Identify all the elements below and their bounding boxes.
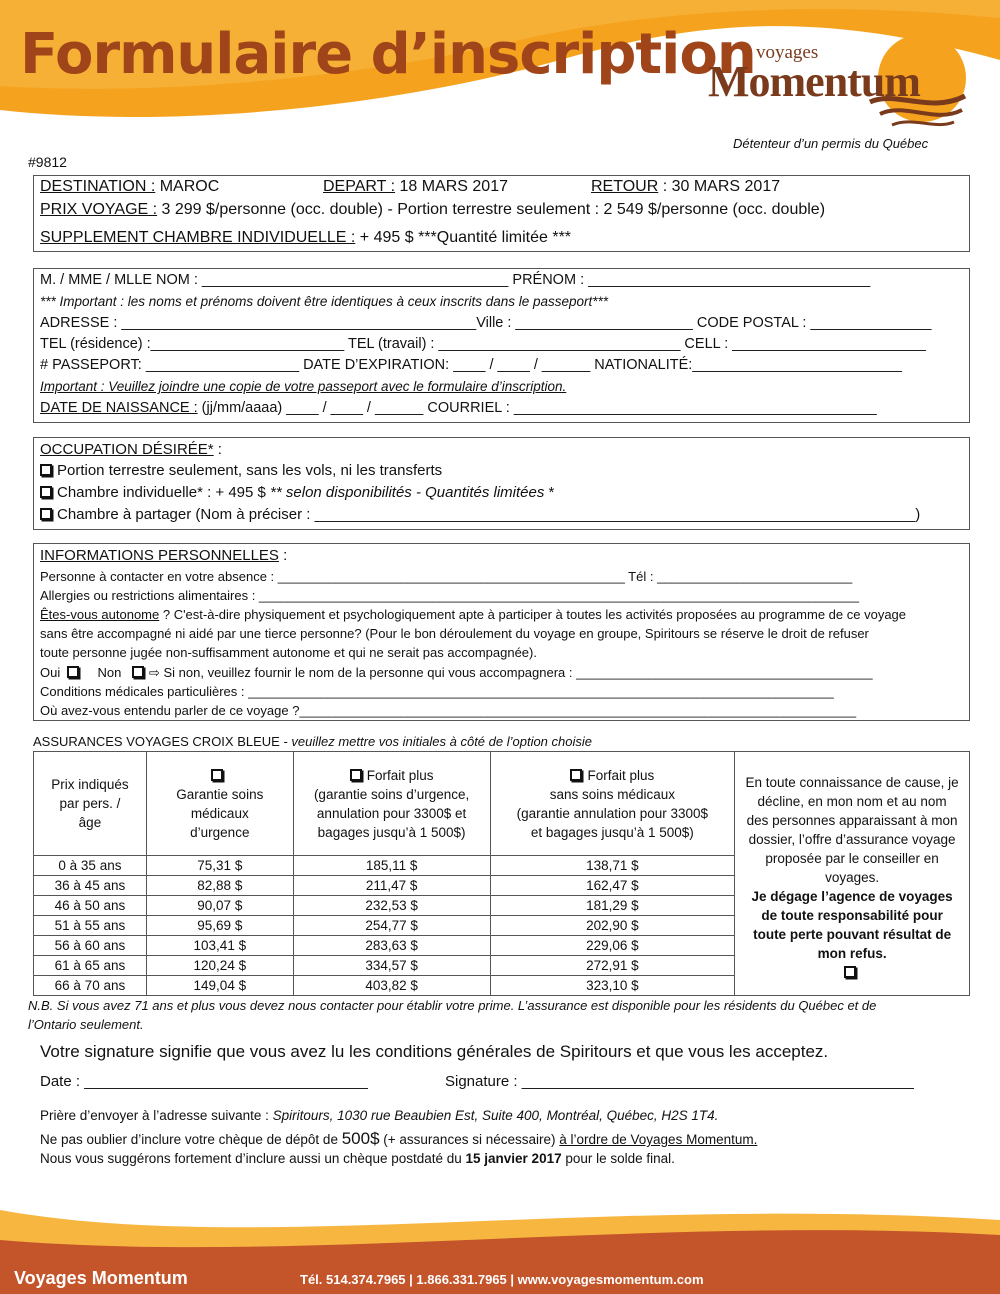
arrow-right-icon: ⇨ xyxy=(148,665,160,680)
forfait-plus-price-cell: 185,11 $ xyxy=(293,856,490,876)
cheque-text: Ne pas oublier d’inclure votre chèque de dépôt de xyxy=(40,1132,342,1147)
date-label: Date xyxy=(40,1073,72,1090)
signature-statement: Votre signature signifie que vous avez lu les conditions générales de Spiritours et que vous les acceptez. xyxy=(40,1042,829,1061)
emergency-price-cell: 120,24 $ xyxy=(146,956,293,976)
decline-insurance-cell xyxy=(735,752,970,996)
forfait-no-medical-price-cell: 229,06 $ xyxy=(490,936,735,956)
insurance-heading xyxy=(33,734,592,749)
retour-row xyxy=(591,178,780,196)
retour-value: : 30 MARS 2017 xyxy=(658,178,781,195)
destination-label: DESTINATION : xyxy=(40,178,156,195)
emergency-price-cell: 95,69 $ xyxy=(146,916,293,936)
address-fields[interactable]: ADRESSE : ____________________________________________Ville : ______________________ CODE POSTAL : _______________ xyxy=(40,315,932,331)
forfait-plus-checkbox-icon[interactable] xyxy=(350,769,362,781)
forfait-plus-line: bagages jusqu’à 1 500$) xyxy=(317,824,466,840)
occupation-label: OCCUPATION DÉSIRÉE* xyxy=(40,441,214,458)
depart-row xyxy=(323,178,508,196)
postdated-row xyxy=(40,1151,675,1166)
personal-colon: : xyxy=(278,547,288,564)
depart-value: 18 MARS 2017 xyxy=(395,178,508,195)
option-single-room-label: Chambre individuelle* : + 495 $ xyxy=(57,484,271,501)
emergency-price-cell: 75,31 $ xyxy=(146,856,293,876)
companion-field[interactable]: Si non, veuillez fournir le nom de la personne qui vous accompagnera : _________________________________________ xyxy=(159,665,873,680)
forfait-plus-line: annulation pour 3300$ et xyxy=(316,805,467,821)
non-checkbox-icon[interactable] xyxy=(132,666,144,678)
option-shared-room-label[interactable]: Chambre à partager (Nom à préciser : ________________________________________________________________________) xyxy=(57,506,921,523)
option-land-only-label: Portion terrestre seulement, sans les vols, ni les transferts xyxy=(57,462,443,479)
dob-email-fields[interactable]: (jj/mm/aaaa) ____ / ____ / ______ COURRIEL : _____________________________________________ xyxy=(197,400,877,416)
nb-note-1: N.B. Si vous avez 71 ans et plus vous devez nous contacter pour établir votre prime. L’assurance est disponible pour les résidents du Québec et de xyxy=(28,998,877,1013)
permit-note: Détenteur d’un permis du Québec xyxy=(733,136,929,151)
oui-checkbox-icon[interactable] xyxy=(67,666,79,678)
form-title: Formulaire d’inscription xyxy=(20,22,756,87)
forfait-no-medical-price-cell: 138,71 $ xyxy=(490,856,735,876)
age-cell: 66 à 70 ans xyxy=(34,976,147,996)
postdated-date: 15 janvier 2017 xyxy=(465,1151,562,1166)
retour-label: RETOUR xyxy=(591,178,659,195)
option-single-room-star: * xyxy=(544,484,555,501)
forfait-no-medical-price-cell: 202,90 $ xyxy=(490,916,735,936)
forfait-plus-column-header xyxy=(293,752,490,856)
depart-label: DEPART : xyxy=(323,178,396,195)
date-line[interactable]: : __________________________________ xyxy=(71,1073,368,1090)
price-label: PRIX VOYAGE : xyxy=(40,201,158,218)
footer-contact[interactable]: Tél. 514.374.7965 | 1.866.331.7965 | www.voyagesmomentum.com xyxy=(300,1272,704,1287)
age-cell: 61 à 65 ans xyxy=(34,956,147,976)
forfait-plus-price-cell: 334,57 $ xyxy=(293,956,490,976)
forfait-no-medical-checkbox-icon[interactable] xyxy=(570,769,582,781)
option-land-only[interactable] xyxy=(40,462,442,479)
price-value: 3 299 $/personne (occ. double) - Portion terrestre seulement : 2 549 $/personne (occ. double) xyxy=(157,201,826,218)
age-header-line: Prix indiqués xyxy=(51,777,129,792)
destination-value: MAROC xyxy=(155,178,220,195)
age-cell: 56 à 60 ans xyxy=(34,936,147,956)
forfait-no-medical-price-cell: 323,10 $ xyxy=(490,976,735,996)
deposit-amount: 500$ xyxy=(341,1129,380,1148)
emergency-price-cell: 149,04 $ xyxy=(146,976,293,996)
dob-label: DATE DE NAISSANCE : xyxy=(40,400,198,416)
emergency-price-cell: 82,88 $ xyxy=(146,876,293,896)
supplement-row xyxy=(40,229,571,247)
phone-fields[interactable]: TEL (résidence) :________________________ TEL (travail) : ______________________________ CELL : ________________________ xyxy=(40,336,926,352)
brand-logo xyxy=(700,30,980,130)
forfait-no-medical-column-header xyxy=(490,752,735,856)
autonomy-text-1: ? C'est-à-dire physiquement et psychologiquement apte à participer à toutes les activités proposées au programme de ce voyage xyxy=(159,607,907,622)
nb-note-2: l’Ontario seulement. xyxy=(28,1017,144,1032)
checkbox-icon[interactable] xyxy=(40,508,52,520)
autonomy-text-3: toute personne jugée non-suffisamment autonome et qui ne serait pas accompagnée). xyxy=(40,645,537,660)
emergency-header-line: d’urgence xyxy=(190,824,250,840)
supplement-label: SUPPLEMENT CHAMBRE INDIVIDUELLE : xyxy=(40,229,356,246)
logo-momentum-text: Momentum xyxy=(708,57,920,106)
age-cell: 36 à 45 ans xyxy=(34,876,147,896)
forfait-no-medical-price-cell: 181,29 $ xyxy=(490,896,735,916)
non-label: Non xyxy=(97,665,122,680)
send-colon: : xyxy=(261,1108,273,1123)
emergency-header-line: médicaux xyxy=(190,805,249,821)
footer-brand: Voyages Momentum xyxy=(14,1268,188,1288)
forfait-plus-price-cell: 232,53 $ xyxy=(293,896,490,916)
passport-name-note: *** Important : les noms et prénoms doivent être identiques à ceux inscrits dans le passeport*** xyxy=(40,294,609,309)
personal-label: INFORMATIONS PERSONNELLES xyxy=(40,547,279,564)
heard-about-field[interactable]: Où avez-vous entendu parler de ce voyage ?_____________________________________________________________________________ xyxy=(40,703,857,718)
emergency-contact-field[interactable]: Personne à contacter en votre absence : ________________________________________________ Tél : ___________________________ xyxy=(40,569,853,584)
forfait-plus-line: (garantie soins d’urgence, xyxy=(313,786,470,802)
autonomy-question xyxy=(40,607,906,622)
age-header-line: par pers. / xyxy=(59,796,121,811)
option-shared-room[interactable] xyxy=(40,506,920,523)
oui-label: Oui xyxy=(40,665,61,680)
mail-address: Spiritours, 1030 rue Beaubien Est, Suite 400, Montréal, Québec, H2S 1T4. xyxy=(272,1108,719,1123)
personal-heading xyxy=(40,547,287,564)
postdated-text-2: pour le solde final. xyxy=(561,1151,675,1166)
age-cell: 46 à 50 ans xyxy=(34,896,147,916)
passport-copy-note: Important : Veuillez joindre une copie de votre passeport avec le formulaire d’inscription. xyxy=(40,379,567,394)
forfait-plus-price-cell: 254,77 $ xyxy=(293,916,490,936)
postdated-text: Nous vous suggérons fortement d’inclure aussi un chèque postdaté du xyxy=(40,1151,466,1166)
forfait-no-medical-line: sans soins médicaux xyxy=(549,786,675,802)
age-column-header xyxy=(34,752,147,856)
send-label: Prière d’envoyer à l’adresse suivante xyxy=(40,1108,262,1123)
forfait-no-medical-title: Forfait plus xyxy=(587,767,655,783)
checkbox-icon[interactable] xyxy=(40,464,52,476)
decline-text: En toute connaissance de cause, je décline, en mon nom et au nom des personnes apparaissant à mon dossier, l’offre d’assurance voyage proposée par le conseiller en voyages. xyxy=(745,775,959,885)
forfait-no-medical-price-cell: 162,47 $ xyxy=(490,876,735,896)
decline-bold-text: Je dégage l’agence de voyages de toute responsabilité pour toute perte pouvant résultat de mon refus. xyxy=(751,889,953,961)
dob-email-row[interactable] xyxy=(40,400,877,416)
insurance-table xyxy=(33,751,970,996)
forfait-plus-title: Forfait plus xyxy=(366,767,434,783)
autonomy-answer-row[interactable] xyxy=(40,665,873,681)
autonomy-text-2: sans être accompagné ni aidé par une tierce personne? (Pour le bon déroulement du voyage en groupe, Spiritours se réserve le droit de refuser xyxy=(40,626,869,641)
signature-line[interactable]: : _______________________________________________ xyxy=(509,1073,914,1090)
occupation-colon: : xyxy=(213,441,222,458)
emergency-price-cell: 90,07 $ xyxy=(146,896,293,916)
age-header-line: âge xyxy=(78,815,102,830)
decline-checkbox-icon[interactable] xyxy=(844,966,856,978)
age-cell: 51 à 55 ans xyxy=(34,916,147,936)
emergency-header-line: Garantie soins xyxy=(176,786,264,802)
forfait-plus-price-cell: 283,63 $ xyxy=(293,936,490,956)
occupation-heading xyxy=(40,441,222,458)
insurance-instruction: veuillez mettre vos initiales à côté de l’option choisie xyxy=(291,734,592,749)
emergency-care-column-header xyxy=(146,752,293,856)
option-single-room[interactable] xyxy=(40,484,554,501)
price-row xyxy=(40,201,825,219)
medical-field[interactable]: Conditions médicales particulières : _________________________________________________________________________________ xyxy=(40,684,834,699)
payee: à l’ordre de Voyages Momentum. xyxy=(559,1132,758,1147)
form-reference: #9812 xyxy=(28,154,67,170)
forfait-plus-price-cell: 211,47 $ xyxy=(293,876,490,896)
passport-fields[interactable]: # PASSEPORT: ___________________ DATE D’EXPIRATION: ____ / ____ / ______ NATIONALITÉ:__________________________ xyxy=(40,357,902,373)
cheque-text-2: (+ assurances si nécessaire) xyxy=(379,1132,560,1147)
forfait-plus-price-cell: 403,82 $ xyxy=(293,976,490,996)
send-address-row xyxy=(40,1108,718,1123)
cheque-row xyxy=(40,1129,757,1149)
emergency-care-checkbox-icon[interactable] xyxy=(211,769,223,781)
emergency-price-cell: 103,41 $ xyxy=(146,936,293,956)
autonomy-label: Êtes-vous autonome xyxy=(40,607,160,622)
destination-row xyxy=(40,178,219,196)
logo-voyages-text: voyages xyxy=(756,42,819,63)
date-field[interactable] xyxy=(40,1073,368,1090)
option-single-room-note: ** selon disponibilités - Quantités limitées xyxy=(270,484,545,501)
forfait-no-medical-line: et bagages jusqu’à 1 500$) xyxy=(530,824,694,840)
forfait-no-medical-line: (garantie annulation pour 3300$ xyxy=(516,805,709,821)
name-fields[interactable]: M. / MME / MLLE NOM : ______________________________________ PRÉNOM : ___________________________________ xyxy=(40,272,871,288)
insurance-header-row xyxy=(34,752,970,856)
age-cell: 0 à 35 ans xyxy=(34,856,147,876)
forfait-no-medical-price-cell: 272,91 $ xyxy=(490,956,735,976)
checkbox-icon[interactable] xyxy=(40,486,52,498)
supplement-value: + 495 $ ***Quantité limitée *** xyxy=(355,229,572,246)
allergies-field[interactable]: Allergies ou restrictions alimentaires : ___________________________________________________________________________________ xyxy=(40,588,860,603)
signature-label: Signature xyxy=(445,1073,510,1090)
signature-field[interactable] xyxy=(445,1073,914,1090)
insurance-title: ASSURANCES VOYAGES CROIX BLEUE - xyxy=(33,734,292,749)
